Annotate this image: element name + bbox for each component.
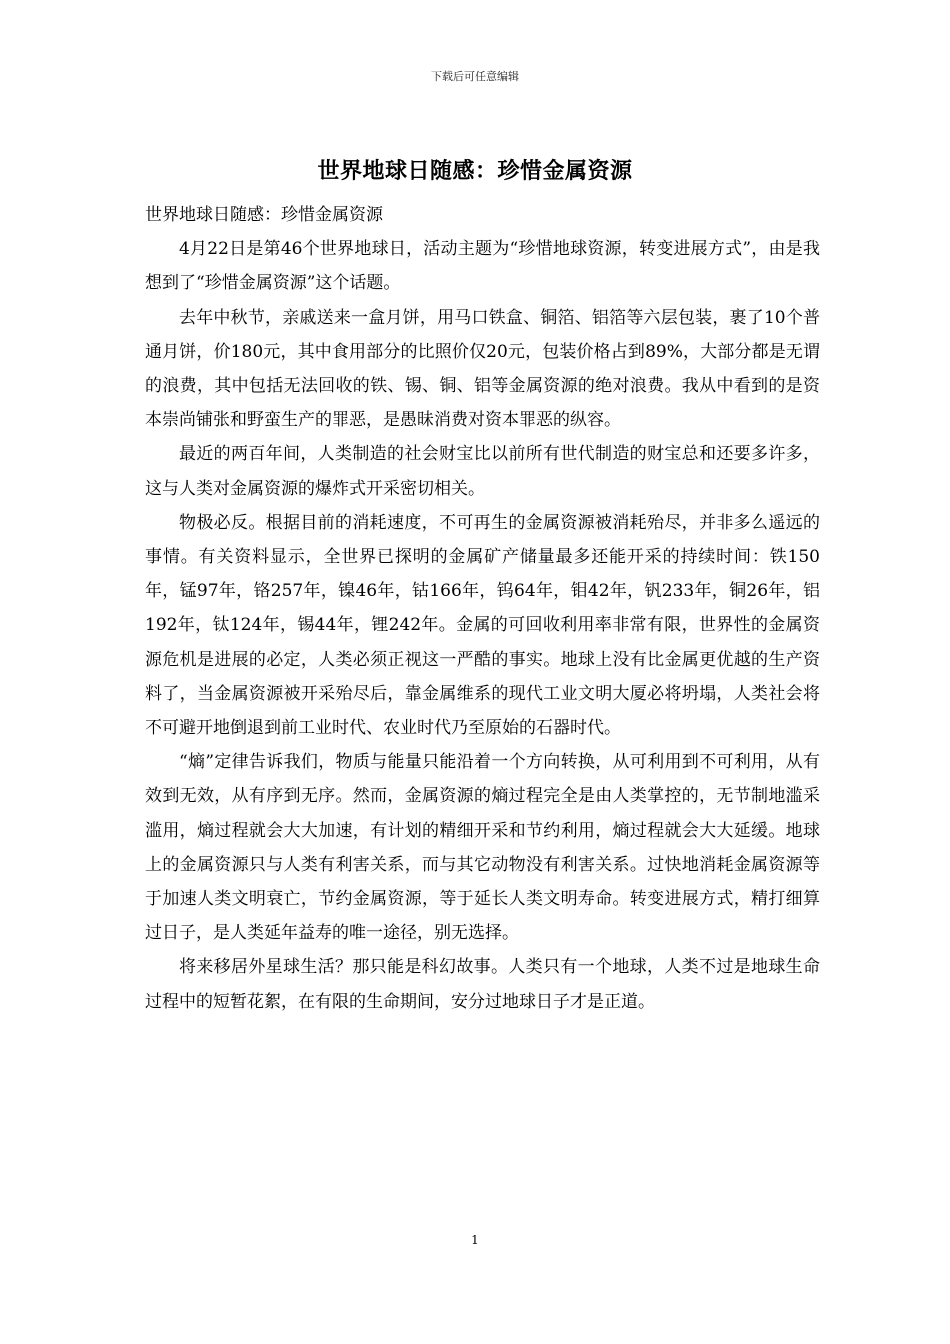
page-number: 1 bbox=[471, 1233, 479, 1247]
body-paragraph: 将来移居外星球生活？那只能是科幻故事。人类只有一个地球，人类不过是地球生命过程中的短暂花絮，在有限的生命期间，安分过地球日子才是正道。 bbox=[145, 957, 820, 1012]
body-paragraph: 去年中秋节，亲戚送来一盒月饼，用马口铁盒、铜箔、铝箔等六层包装，裹了10个普通月饼，价180元，其中食用部分的比照价仅20元，包装价格占到89%，大部分都是无谓的浪费，其中包括无法回收的铁、锡、铜、铝等金属资源的绝对浪费。我从中看到的是资本崇尚铺张和野蛮生产的罪恶，是愚昧消费对资本罪恶的纵容。 bbox=[145, 307, 820, 431]
document-title: 世界地球日随感：珍惜金属资源 bbox=[317, 158, 633, 184]
body-paragraph: 4月22日是第46个世界地球日，活动主题为“珍惜地球资源，转变进展方式”，由是我想到了“珍惜金属资源”这个话题。 bbox=[145, 239, 820, 294]
body-paragraph: 物极必反。根据目前的消耗速度，不可再生的金属资源被消耗殆尽，并非多么遥远的事情。有关资料显示，全世界已探明的金属矿产储量最多还能开采的持续时间：铁150年，锰97年，铬257年，镍46年，钴166年，钨64年，钼42年，钒233年，铜26年，铝192年，钛124年，锡44年，锂242年。金属的可回收利用率非常有限，世界性的金属资源危机是进展的必定，人类必须正视这一严酷的事实。地球上没有比金属更优越的生产资料了，当金属资源被开采殆尽后，靠金属维系的现代工业文明大厦必将坍塌，人类社会将不可避开地倒退到前工业时代、农业时代乃至原始的石器时代。 bbox=[145, 512, 820, 739]
document-body bbox=[145, 198, 820, 1019]
subtitle-paragraph: 世界地球日随感：珍惜金属资源 bbox=[145, 205, 383, 225]
body-paragraph: “熵”定律告诉我们，物质与能量只能沿着一个方向转换，从可利用到不可利用，从有效到无效，从有序到无序。然而，金属资源的熵过程完全是由人类掌控的，无节制地滥采滥用，熵过程就会大大加速，有计划的精细开采和节约利用，熵过程就会大大延缓。地球上的金属资源只与人类有利害关系，而与其它动物没有利害关系。过快地消耗金属资源等于加速人类文明衰亡，节约金属资源，等于延长人类文明寿命。转变进展方式，精打细算过日子，是人类延年益寿的唯一途径，别无选择。 bbox=[145, 752, 820, 944]
header-note: 下载后可任意编辑 bbox=[431, 70, 519, 83]
body-paragraph: 最近的两百年间，人类制造的社会财宝比以前所有世代制造的财宝总和还要多许多，这与人类对金属资源的爆炸式开采密切相关。 bbox=[145, 444, 820, 499]
